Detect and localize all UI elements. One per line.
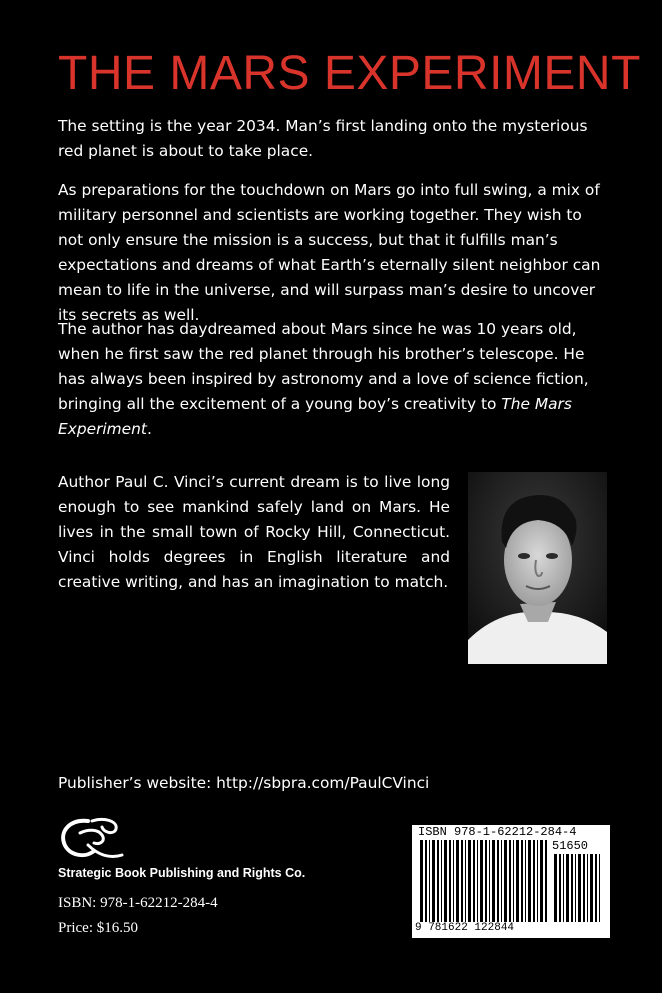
barcode-bar: [489, 840, 490, 922]
author-photo: [468, 472, 607, 664]
barcode-bar: [516, 840, 519, 922]
price-line: Price: $16.50: [58, 920, 138, 936]
barcode-bar: [521, 840, 523, 922]
barcode-bar: [477, 840, 478, 922]
barcode-bar: [429, 840, 430, 922]
barcode-bar: [441, 840, 442, 922]
barcode-bar: [461, 840, 463, 922]
barcode-bar: [449, 840, 451, 922]
publisher-logo-icon: [58, 815, 128, 865]
barcode-bar: [559, 854, 561, 922]
barcode-bar: [575, 854, 576, 922]
book-title: THE MARS EXPERIMENT: [58, 47, 641, 100]
barcode-bar: [595, 854, 597, 922]
barcode-bar: [432, 840, 435, 922]
synopsis-paragraph-3: [58, 317, 608, 442]
synopsis-paragraph-2: As preparations for the touchdown on Mars go into full swing, a mix of military personnel and scientists are working together. They wish to not only ensure the mission is a success, but that it fulfills man’s expectations and dreams of what Earth’s eternally silent neighbor can mean to life in the universe, and will surpass man’s desire to uncover its secrets as well.: [58, 181, 601, 324]
barcode-bar: [444, 840, 447, 922]
barcode-bar: [540, 840, 543, 922]
barcode-bar: [537, 840, 538, 922]
barcode-bar: [492, 840, 495, 922]
barcode: [412, 825, 610, 938]
barcode-bar: [563, 854, 564, 922]
paragraph-3-text: The author has daydreamed about Mars since he was 10 years old, when he first saw the red planet through his brother’s telescope. He has always been inspired by astronomy and a love of science fiction, bringing all the excitement of a young boy’s creativity to: [58, 320, 589, 413]
publisher-logo: [58, 815, 128, 865]
barcode-bar: [545, 840, 547, 922]
barcode-bar: [456, 840, 459, 922]
barcode-bar: [497, 840, 499, 922]
barcode-bar: [468, 840, 471, 922]
barcode-bars-addon-icon: [554, 854, 604, 922]
barcode-bar: [453, 840, 454, 922]
barcode-bars-main-icon: [420, 840, 550, 922]
barcode-bar: [485, 840, 487, 922]
barcode-bar: [583, 854, 585, 922]
barcode-bar: [533, 840, 535, 922]
barcode-bar: [554, 854, 557, 922]
barcode-bar: [465, 840, 466, 922]
barcode-bar: [566, 854, 569, 922]
barcode-bar: [501, 840, 502, 922]
barcode-bar: [480, 840, 483, 922]
barcode-bar: [504, 840, 507, 922]
barcode-bar: [578, 854, 581, 922]
barcode-bar: [509, 840, 511, 922]
isbn-line: ISBN: 978-1-62212-284-4: [58, 895, 218, 911]
author-bio: Author Paul C. Vinci’s current dream is to live long enough to see mankind safely land on Mars. He lives in the small town of Rocky Hill, Connecticut. Vinci holds degrees in English literature and creative writing, and has an imagination to match.: [58, 473, 450, 591]
barcode-digits: 9 781622 122844: [415, 922, 515, 934]
barcode-isbn: ISBN 978-1-62212-284-4: [418, 825, 577, 839]
barcode-bar: [437, 840, 439, 922]
barcode-bar: [590, 854, 593, 922]
barcode-bar: [473, 840, 475, 922]
barcode-bar: [513, 840, 514, 922]
synopsis-paragraph-1: The setting is the year 2034. Man’s first landing onto the mysterious red planet is about to take place.: [58, 117, 588, 160]
publisher-website: Publisher’s website: http://sbpra.com/PaulCVinci: [58, 774, 430, 792]
barcode-bar: [420, 840, 423, 922]
barcode-bar: [587, 854, 588, 922]
barcode-bar: [571, 854, 573, 922]
book-title-italic: The Mars Experiment: [58, 395, 572, 438]
paragraph-3-end: .: [146, 420, 152, 438]
barcode-bar: [425, 840, 427, 922]
barcode-bar: [525, 840, 526, 922]
barcode-bar: [528, 840, 531, 922]
author-portrait-icon: [468, 472, 607, 664]
barcode-bar: [599, 854, 600, 922]
barcode-price-code: 51650: [552, 839, 589, 853]
publisher-name: Strategic Book Publishing and Rights Co.: [58, 866, 306, 880]
